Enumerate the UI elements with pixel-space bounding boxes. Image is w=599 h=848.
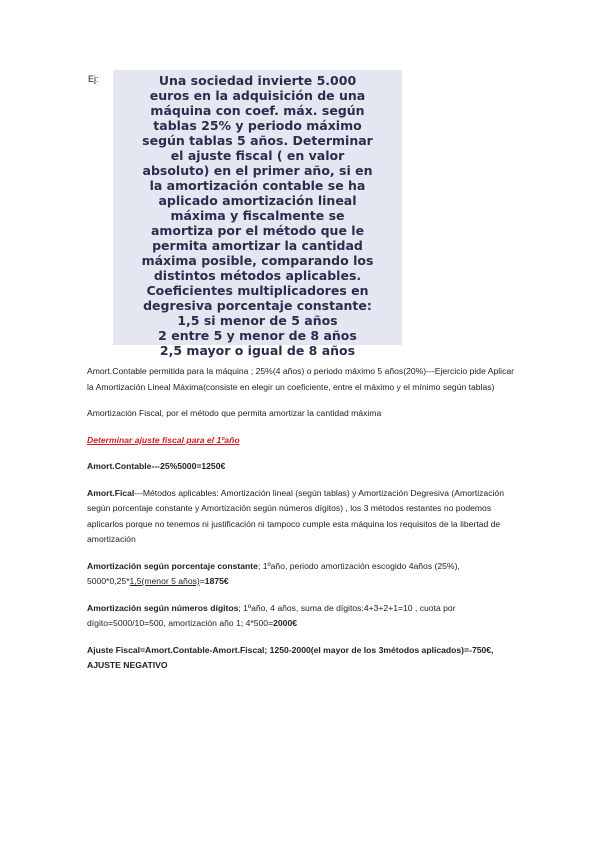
exercise-line: 2 entre 5 y menor de 8 años xyxy=(158,328,357,343)
exercise-line: euros en la adquisición de una xyxy=(149,88,366,103)
digitos-lead: Amortización según números dígitos xyxy=(87,602,239,613)
exercise-line: Una sociedad invierte 5.000 xyxy=(158,73,357,88)
exercise-line: aplicado amortización lineal xyxy=(158,193,357,208)
heading-link[interactable]: Determinar ajuste fiscal para el 1ºaño xyxy=(87,434,240,445)
exercise-line: 1,5 si menor de 5 años xyxy=(177,313,338,328)
metodos-lead: Amort.Fical xyxy=(87,487,135,498)
example-label: Ej: xyxy=(88,74,99,84)
paragraph-amort-fiscal: Amortización Fiscal, por el método que permita amortizar la cantidad máxima xyxy=(87,408,382,418)
exercise-line: el ajuste fiscal ( en valor xyxy=(170,148,345,163)
porcentaje-lead: Amortización según porcentaje constante xyxy=(87,560,258,571)
digitos-text: ; 1ºaño, 4 años, suma de dígitos:4+3+2+1=10 , cuota por dígito=5000/10=500, amortización año 1; 4*500= xyxy=(87,602,456,628)
exercise-line: amortiza por el método que le xyxy=(150,223,365,238)
porcentaje-text: ; 1ºaño, periodo amortización escogido 4años (25%), 5000*0,25* xyxy=(87,560,460,586)
exercise-line: degresiva porcentaje constante: xyxy=(143,298,372,313)
ajuste-mid: (el mayor de los 3métodos aplicados)= xyxy=(310,644,470,655)
porcentaje-underline: 1,5(menor 5 años) xyxy=(129,576,200,586)
metodos-text: ---Métodos aplicables: Amortización lineal (según tablas) y Amortización Degresiva (Amortización según porcentaje constante y Amortización según números dígitos) , los 3 métodos restantes no podemos aplicarlos porque no tenemos ni justificación ni tampoco cumple esta máquina los requisitos de la libertad de amortización xyxy=(87,487,504,544)
exercise-line: según tablas 5 años. Determinar xyxy=(142,133,373,148)
porcentaje-result: 1875€ xyxy=(204,576,229,586)
exercise-line: máxima y fiscalmente se xyxy=(170,208,345,223)
section-heading xyxy=(87,433,517,449)
paragraph-digitos xyxy=(87,601,517,632)
exercise-image xyxy=(113,70,402,358)
ajuste-result: -750€, AJUSTE NEGATIVO xyxy=(87,644,494,670)
exercise-line: tablas 25% y periodo máximo xyxy=(153,118,362,133)
paragraph-ajuste xyxy=(87,643,517,674)
exercise-line: distintos métodos aplicables. xyxy=(153,268,362,283)
amort-contable-result: Amort.Contable---25%5000=1250€ xyxy=(87,461,226,471)
exercise-line: 2,5 mayor o igual de 8 años xyxy=(159,343,356,358)
paragraph-porcentaje xyxy=(87,559,517,590)
exercise-line: máxima posible, comparando los xyxy=(141,253,374,268)
exercise-line: absoluto) en el primer año, si en xyxy=(142,163,373,178)
exercise-line: permita amortizar la cantidad xyxy=(152,238,363,253)
paragraph-metodos xyxy=(87,486,517,548)
digitos-result: 2000€ xyxy=(273,618,298,628)
exercise-line: Coeficientes multiplicadores en xyxy=(146,283,369,298)
exercise-line: la amortización contable se ha xyxy=(149,178,366,193)
porcentaje-eq: = xyxy=(199,576,205,586)
paragraph-amort-contable: Amort.Contable permitida para la máquina ; 25%(4 años) o periodo máximo 5 años(20%)---Ejercicio pide Aplicar la Amortización Lineal Máxima(consiste en elegir un coeficiente, entre el máximo y el mínimo según tablas) xyxy=(87,366,515,392)
ajuste-lead: Ajuste Fiscal=Amort.Contable-Amort.Fiscal; 1250-2000 xyxy=(87,644,311,655)
exercise-line: máquina con coef. máx. según xyxy=(150,103,365,118)
document-body xyxy=(87,364,517,685)
